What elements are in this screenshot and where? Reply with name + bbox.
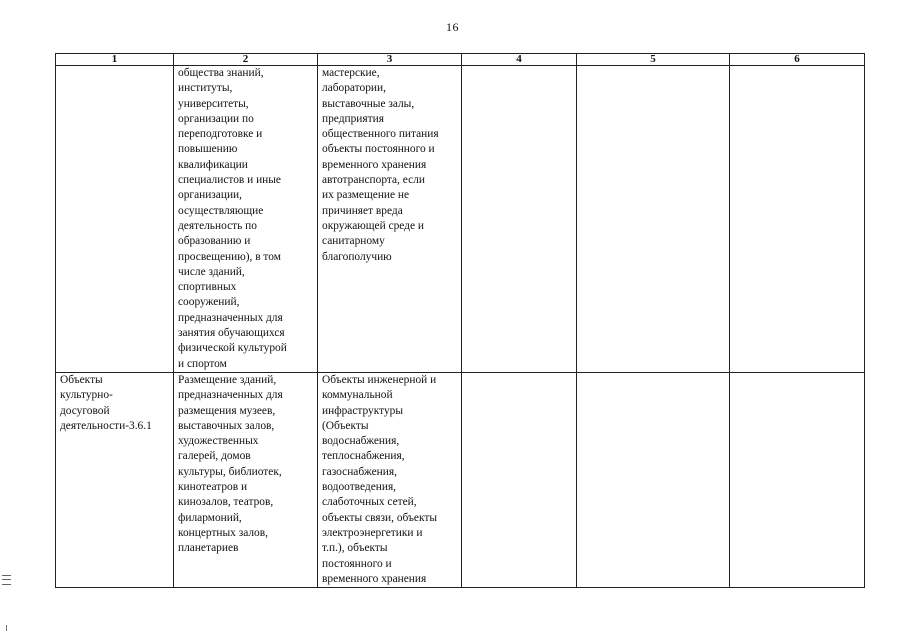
header-col-1: 1 [56,54,174,66]
cell-text-line: деятельность по [178,219,257,232]
cell-text-line: концертных залов, [178,526,268,539]
cell-text-line: благополучию [322,250,392,263]
cell-text-line: числе зданий, [178,265,245,278]
cell-text-line: мастерские, [322,67,380,79]
cell-auxiliary-use [318,66,462,373]
cell-text-line: водоснабжения, [322,435,400,448]
binding-margin-mark [2,575,11,585]
cell-text-line: физической культурой [178,342,287,355]
cell-text-line: предназначенных для [178,389,283,402]
cell-text-line: выставочных залов, [178,419,275,432]
cell-col-5 [577,372,730,587]
cell-activity-type [56,66,174,373]
cell-text-line: временного хранения [322,158,427,171]
cell-text-line: санитарному [322,235,385,248]
header-col-4: 4 [462,54,577,66]
binding-margin-tick [6,625,7,631]
table-row [56,372,865,587]
cell-text-line: предназначенных для [178,311,283,324]
header-col-5: 5 [577,54,730,66]
cell-text-line: филармоний, [178,511,242,524]
cell-text-line: общественного питания [322,128,439,141]
cell-text-line: общества знаний, [178,67,264,79]
cell-text-line: постоянного и [322,557,392,570]
cell-col-5 [577,66,730,373]
cell-text-line: организации по [178,112,254,125]
cell-col-6 [730,66,865,373]
cell-text-line: кинозалов, театров, [178,496,274,509]
cell-text-line: культурно- [60,389,113,402]
header-col-6: 6 [730,54,865,66]
cell-text-line: спортивных [178,281,237,294]
cell-text-line: водоотведения, [322,481,397,494]
cell-text-line: слаботочных сетей, [322,496,417,509]
cell-text-line: коммунальной [322,389,393,402]
cell-text-line: повышению [178,143,238,156]
cell-text-line: Размещение зданий, [178,373,277,386]
cell-text-line: образованию и [178,235,251,248]
cell-col-4 [462,66,577,373]
page-number: 16 [446,20,459,34]
cell-text-line: осуществляющие [178,204,264,217]
cell-text-line: университеты, [178,97,249,110]
cell-col-4 [462,372,577,587]
cell-text-line: планетариев [178,542,239,555]
cell-text-line: временного хранения [322,572,427,585]
cell-text-line: занятия обучающихся [178,327,285,340]
cell-main-use [174,66,318,373]
cell-main-use [174,372,318,587]
table-row [56,66,865,373]
cell-text-line: специалистов и иные [178,174,281,187]
cell-text-line: (Объекты [322,419,369,432]
cell-activity-type [56,372,174,587]
cell-text-line: объекты постоянного и [322,143,435,156]
cell-text-line: предприятия [322,112,384,125]
cell-text-line: их размещение не [322,189,410,202]
cell-text-line: Объекты инженерной и [322,373,437,386]
cell-text-line: сооружений, [178,296,240,309]
cell-text-line: кинотеатров и [178,481,248,494]
cell-text-line: квалификации [178,158,248,171]
header-row [56,54,865,66]
cell-text-line: институты, [178,82,233,95]
cell-text-line: причиняет вреда [322,204,403,217]
cell-col-6 [730,372,865,587]
cell-text-line: выставочные залы, [322,97,415,110]
cell-text-line: автотранспорта, если [322,174,425,187]
cell-auxiliary-use [318,372,462,587]
header-col-3: 3 [318,54,462,66]
cell-text-line: переподготовке и [178,128,263,141]
cell-text-line: культуры, библиотек, [178,465,282,478]
cell-text-line: досуговой [60,404,110,417]
cell-text-line: инфраструктуры [322,404,403,417]
cell-text-line: деятельности-3.6.1 [60,419,152,432]
cell-text-line: лаборатории, [322,82,386,95]
cell-text-line: Объекты [60,373,103,386]
cell-text-line: электроэнергетики и [322,526,423,539]
land-use-table [55,53,865,588]
header-col-2: 2 [174,54,318,66]
cell-text-line: просвещению), в том [178,250,281,263]
cell-text-line: газоснабжения, [322,465,397,478]
cell-text-line: объекты связи, объекты [322,511,437,524]
cell-text-line: организации, [178,189,242,202]
cell-text-line: размещения музеев, [178,404,276,417]
cell-text-line: т.п.), объекты [322,542,388,555]
cell-text-line: художественных [178,435,259,448]
cell-text-line: галерей, домов [178,450,251,463]
cell-text-line: и спортом [178,357,227,370]
cell-text-line: окружающей среде и [322,219,424,232]
cell-text-line: теплоснабжения, [322,450,405,463]
